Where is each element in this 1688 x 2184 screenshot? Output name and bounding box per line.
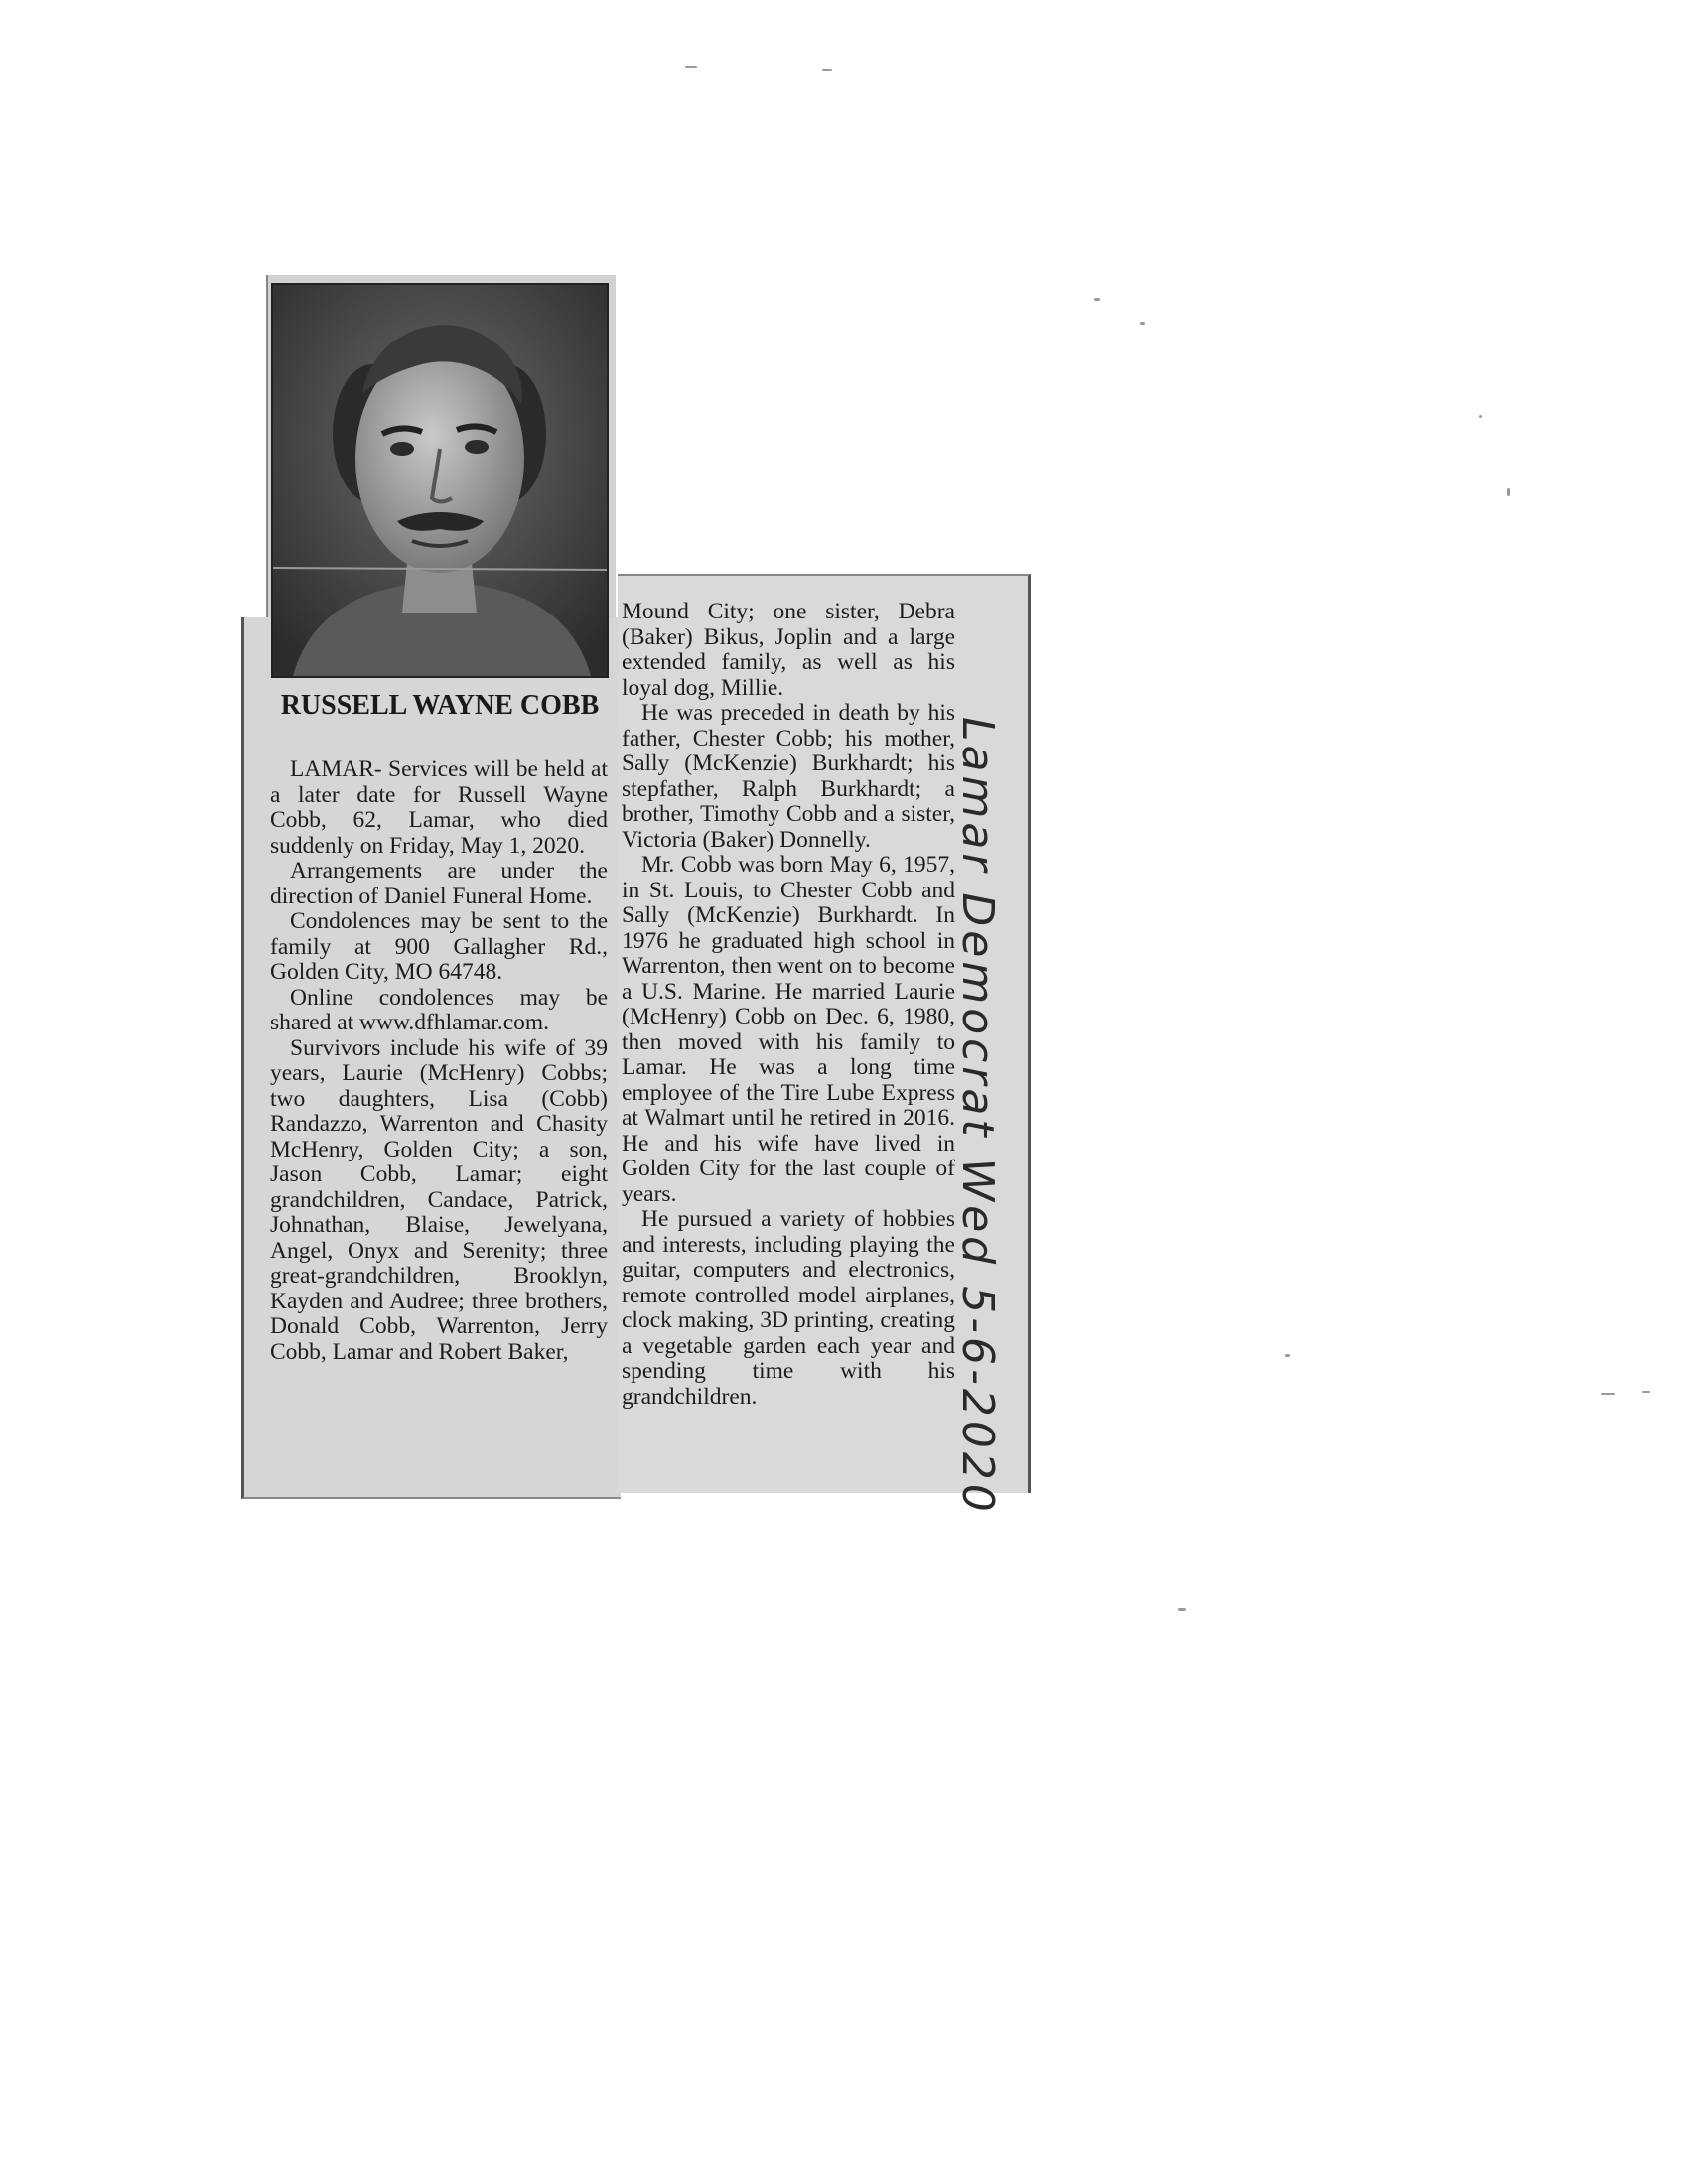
scan-speck: [1094, 298, 1100, 301]
hobbies-paragraph: He pursued a variety of hobbies and interests, including playing the guitar, computers and electronics, remote controlled model airplanes, clock making, 3D printing, creating a vegetable garden each year and spending time with his grandchildren.: [622, 1206, 955, 1410]
services-paragraph: LAMAR- Services will be held at a later date for Russell Wayne Cobb, 62, Lamar, who died suddenly on Friday, May 1, 2020.: [270, 756, 608, 859]
obituary-right-column: [622, 600, 955, 1410]
scan-speck: [1479, 415, 1482, 418]
scan-speck: [1285, 1354, 1290, 1357]
scan-speck: [1507, 488, 1510, 496]
portrait-illustration: [273, 285, 607, 676]
survivors-continued-paragraph: Mound City; one sister, Debra (Baker) Bikus, Joplin and a large extended family, as well as his loyal dog, Millie.: [622, 599, 955, 701]
arrangements-paragraph: Arrangements are under the direction of Daniel Funeral Home.: [270, 858, 608, 909]
condolences-mail-paragraph: Condolences may be sent to the family at 900 Gallagher Rd., Golden City, MO 64748.: [270, 908, 608, 985]
scan-speck: [1178, 1608, 1186, 1611]
obituary-left-column: [270, 757, 608, 1365]
handwritten-source-note: Lamar Democrat Wed 5-6-2020: [952, 717, 1003, 1516]
preceded-in-death-paragraph: He was preceded in death by his father, Chester Cobb; his mother, Sally (McKenzie) Burkhardt; his stepfather, Ralph Burkhardt; a brother, Timothy Cobb and a sister, Victoria (Baker) Donnelly.: [622, 700, 955, 853]
portrait-photo: [271, 283, 609, 678]
online-condolences-paragraph: Online condolences may be shared at www.dfhlamar.com.: [270, 984, 608, 1035]
scan-speck: [1601, 1393, 1615, 1395]
survivors-paragraph: Survivors include his wife of 39 years, Laurie (McHenry) Cobbs; two daughters, Lisa (Cobb) Randazzo, Warrenton and Chasity McHenry, Golden City; a son, Jason Cobb, Lamar; eight grandchildren, Candace, Patrick, Johnathan, Blaise, Jewelyana, Angel, Onyx and Serenity; three great-grandchildren, Brooklyn, Kayden and Audree; three brothers, Donald Cobb, Warrenton, Jerry Cobb, Lamar and Robert Baker,: [270, 1034, 608, 1365]
obituary-name-heading: RUSSELL WAYNE COBB: [280, 690, 600, 721]
scan-speck: [1140, 322, 1145, 325]
biography-paragraph: Mr. Cobb was born May 6, 1957, in St. Louis, to Chester Cobb and Sally (McKenzie) Burkhardt. In 1976 he graduated high school in Warrenton, then went on to become a U.S. Marine. He married Laurie (McHenry) Cobb on Dec. 6, 1980, then moved with his family to Lamar. He was a long time employee of the Tire Lube Express at Walmart until he retired in 2016. He and his wife have lived in Golden City for the last couple of years.: [622, 852, 955, 1207]
scan-speck: [1642, 1391, 1650, 1393]
scan-speck: [685, 66, 697, 68]
scan-speck: [822, 69, 832, 71]
